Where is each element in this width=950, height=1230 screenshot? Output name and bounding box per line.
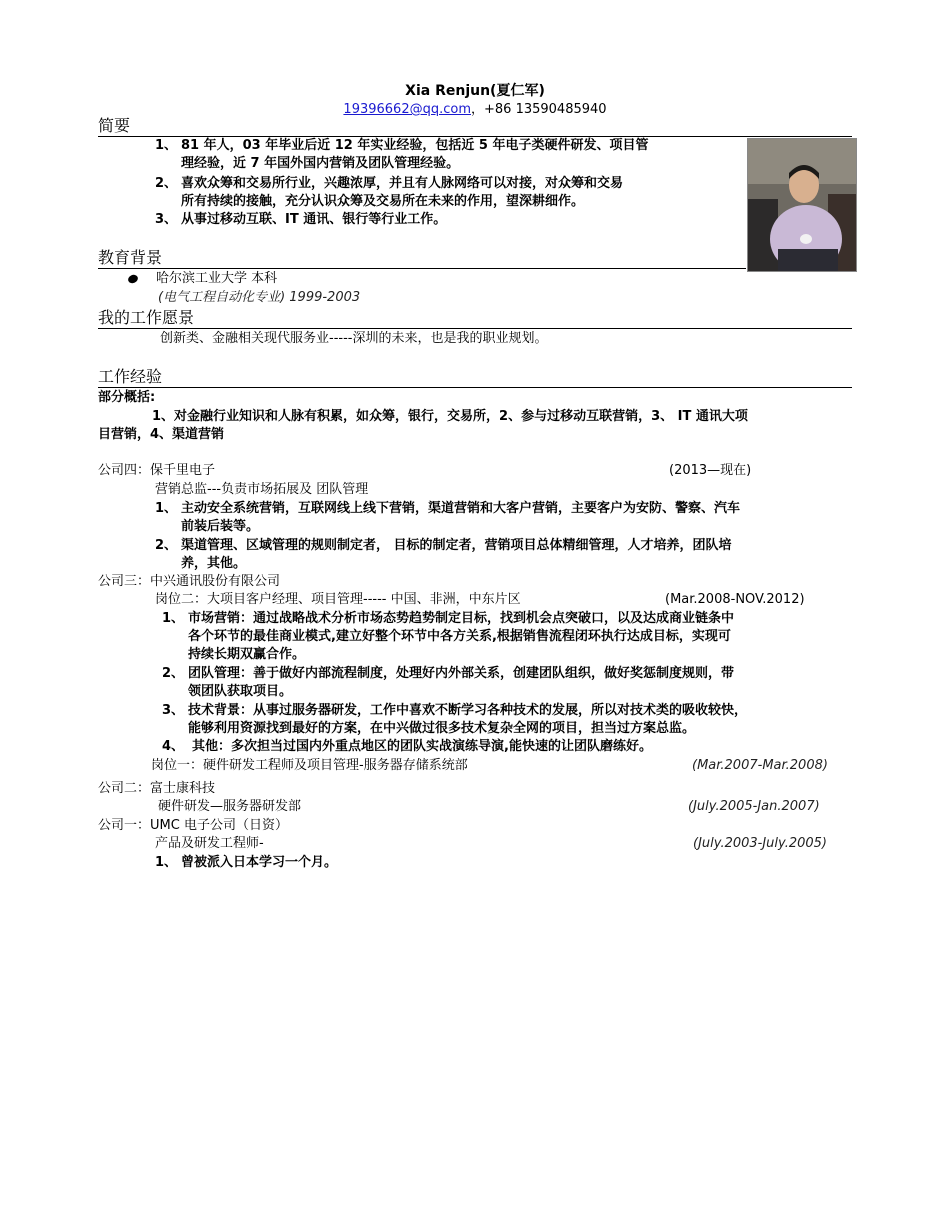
work-overview-line-2: 目营销，4、渠道营销 bbox=[98, 427, 225, 442]
company4-name: 公司四：保千里电子 bbox=[98, 463, 216, 478]
wish-text: 创新类、金融相关现代服务业-----深圳的未来，也是我的职业规划。 bbox=[160, 331, 548, 346]
company3-item-3-cont: 能够利用资源找到最好的方案，在中兴做过很多技术复杂全网的项目，担当过方案总监。 bbox=[188, 721, 696, 736]
bullet-icon bbox=[127, 273, 139, 284]
company1-item-1: 1、 曾被派入日本学习一个月。 bbox=[155, 855, 338, 870]
company4-period: (2013—现在) bbox=[669, 463, 752, 478]
company3-name: 公司三：中兴通讯股份有限公司 bbox=[98, 574, 281, 589]
candidate-name: Xia Renjun(夏仁军) bbox=[405, 83, 545, 99]
summary-item-1: 1、 81 年人，03 年毕业后近 12 年实业经验，包括近 5 年电子类硬件研发、项目管 bbox=[155, 138, 649, 153]
company3-item-1: 1、 市场营销：通过战略战术分析市场态势趋势制定目标，找到机会点突破口，以及达成商业链条中 bbox=[162, 611, 735, 626]
company3-item-2: 2、 团队管理：善于做好内部流程制度，处理好内外部关系，创建团队组织，做好奖惩制度规则，带 bbox=[162, 666, 735, 681]
phone-number: ，+86 13590485940 bbox=[471, 102, 607, 117]
summary-item-2: 2、 喜欢众筹和交易所行业，兴趣浓厚，并且有人脉网络可以对接，对众筹和交易 bbox=[155, 176, 624, 191]
company3-period1: (Mar.2007-Mar.2008) bbox=[692, 758, 828, 773]
company3-item-3: 3、 技术背景：从事过服务器研发，工作中喜欢不断学习各种技术的发展，所以对技术类的吸收较快， bbox=[162, 703, 748, 718]
company3-item-2-cont: 领团队获取项目。 bbox=[188, 684, 293, 699]
profile-photo bbox=[747, 138, 857, 272]
company4-item-1-cont: 前装后装等。 bbox=[181, 519, 260, 534]
company4-role: 营销总监---负责市场拓展及 团队管理 bbox=[155, 482, 369, 497]
section-education-title: 教育背景 bbox=[98, 248, 746, 269]
section-summary-title: 简要 bbox=[98, 116, 852, 137]
company4-item-1: 1、 主动安全系统营销，互联网线上线下营销，渠道营销和大客户营销，主要客户为安防、警察、汽车 bbox=[155, 501, 741, 516]
company1-name: 公司一：UMC 电子公司（日资） bbox=[98, 818, 288, 833]
company1-role: 产品及研发工程师- bbox=[155, 836, 264, 851]
company3-role2: 岗位二：大项目客户经理、项目管理----- 中国、非洲，中东片区 bbox=[155, 592, 521, 607]
company3-item-1-cont2: 持续长期双赢合作。 bbox=[188, 647, 306, 662]
email-link[interactable]: 19396662@qq.com bbox=[343, 102, 471, 117]
work-overview-label: 部分概括: bbox=[98, 390, 156, 405]
company3-item-4: 4、 其他：多次担当过国内外重点地区的团队实战演练导演,能快速的让团队磨练好。 bbox=[162, 739, 652, 754]
education-school: 哈尔滨工业大学 本科 bbox=[128, 270, 277, 288]
company4-item-2-cont: 养，其他。 bbox=[181, 556, 247, 571]
section-wish-title: 我的工作愿景 bbox=[98, 308, 852, 329]
summary-item-3: 3、 从事过移动互联、IT 通讯、银行等行业工作。 bbox=[155, 212, 447, 227]
company2-name: 公司二：富士康科技 bbox=[98, 781, 216, 796]
company4-item-2: 2、 渠道管理、区域管理的规则制定者， 目标的制定者，营销项目总体精细管理，人才培养，团队培 bbox=[155, 538, 732, 553]
education-major: (电气工程自动化专业) 1999-2003 bbox=[158, 290, 361, 305]
company1-period: (July.2003-July.2005) bbox=[693, 836, 828, 851]
company3-item-1-cont1: 各个环节的最佳商业模式,建立好整个环节中各方关系,根据销售流程闭环执行达成目标，实现可 bbox=[188, 629, 731, 644]
company3-period2: (Mar.2008-NOV.2012) bbox=[665, 592, 805, 607]
summary-item-1-cont: 理经验，近 7 年国外国内营销及团队管理经验。 bbox=[181, 156, 460, 171]
company3-role1: 岗位一：硬件研发工程师及项目管理-服务器存储系统部 bbox=[151, 758, 468, 773]
company2-role: 硬件研发—服务器研发部 bbox=[158, 799, 302, 814]
contact-line bbox=[0, 98, 950, 117]
summary-item-2-cont: 所有持续的接触，充分认识众筹及交易所在未来的作用，望深耕细作。 bbox=[181, 194, 585, 209]
company2-period: (July.2005-Jan.2007) bbox=[688, 799, 820, 814]
portrait-image bbox=[748, 139, 856, 271]
work-overview-line-1: 1、对金融行业知识和人脉有积累，如众筹，银行，交易所，2、参与过移动互联营销，3、 IT 通讯大项 bbox=[152, 409, 748, 424]
section-work-title: 工作经验 bbox=[98, 367, 852, 388]
